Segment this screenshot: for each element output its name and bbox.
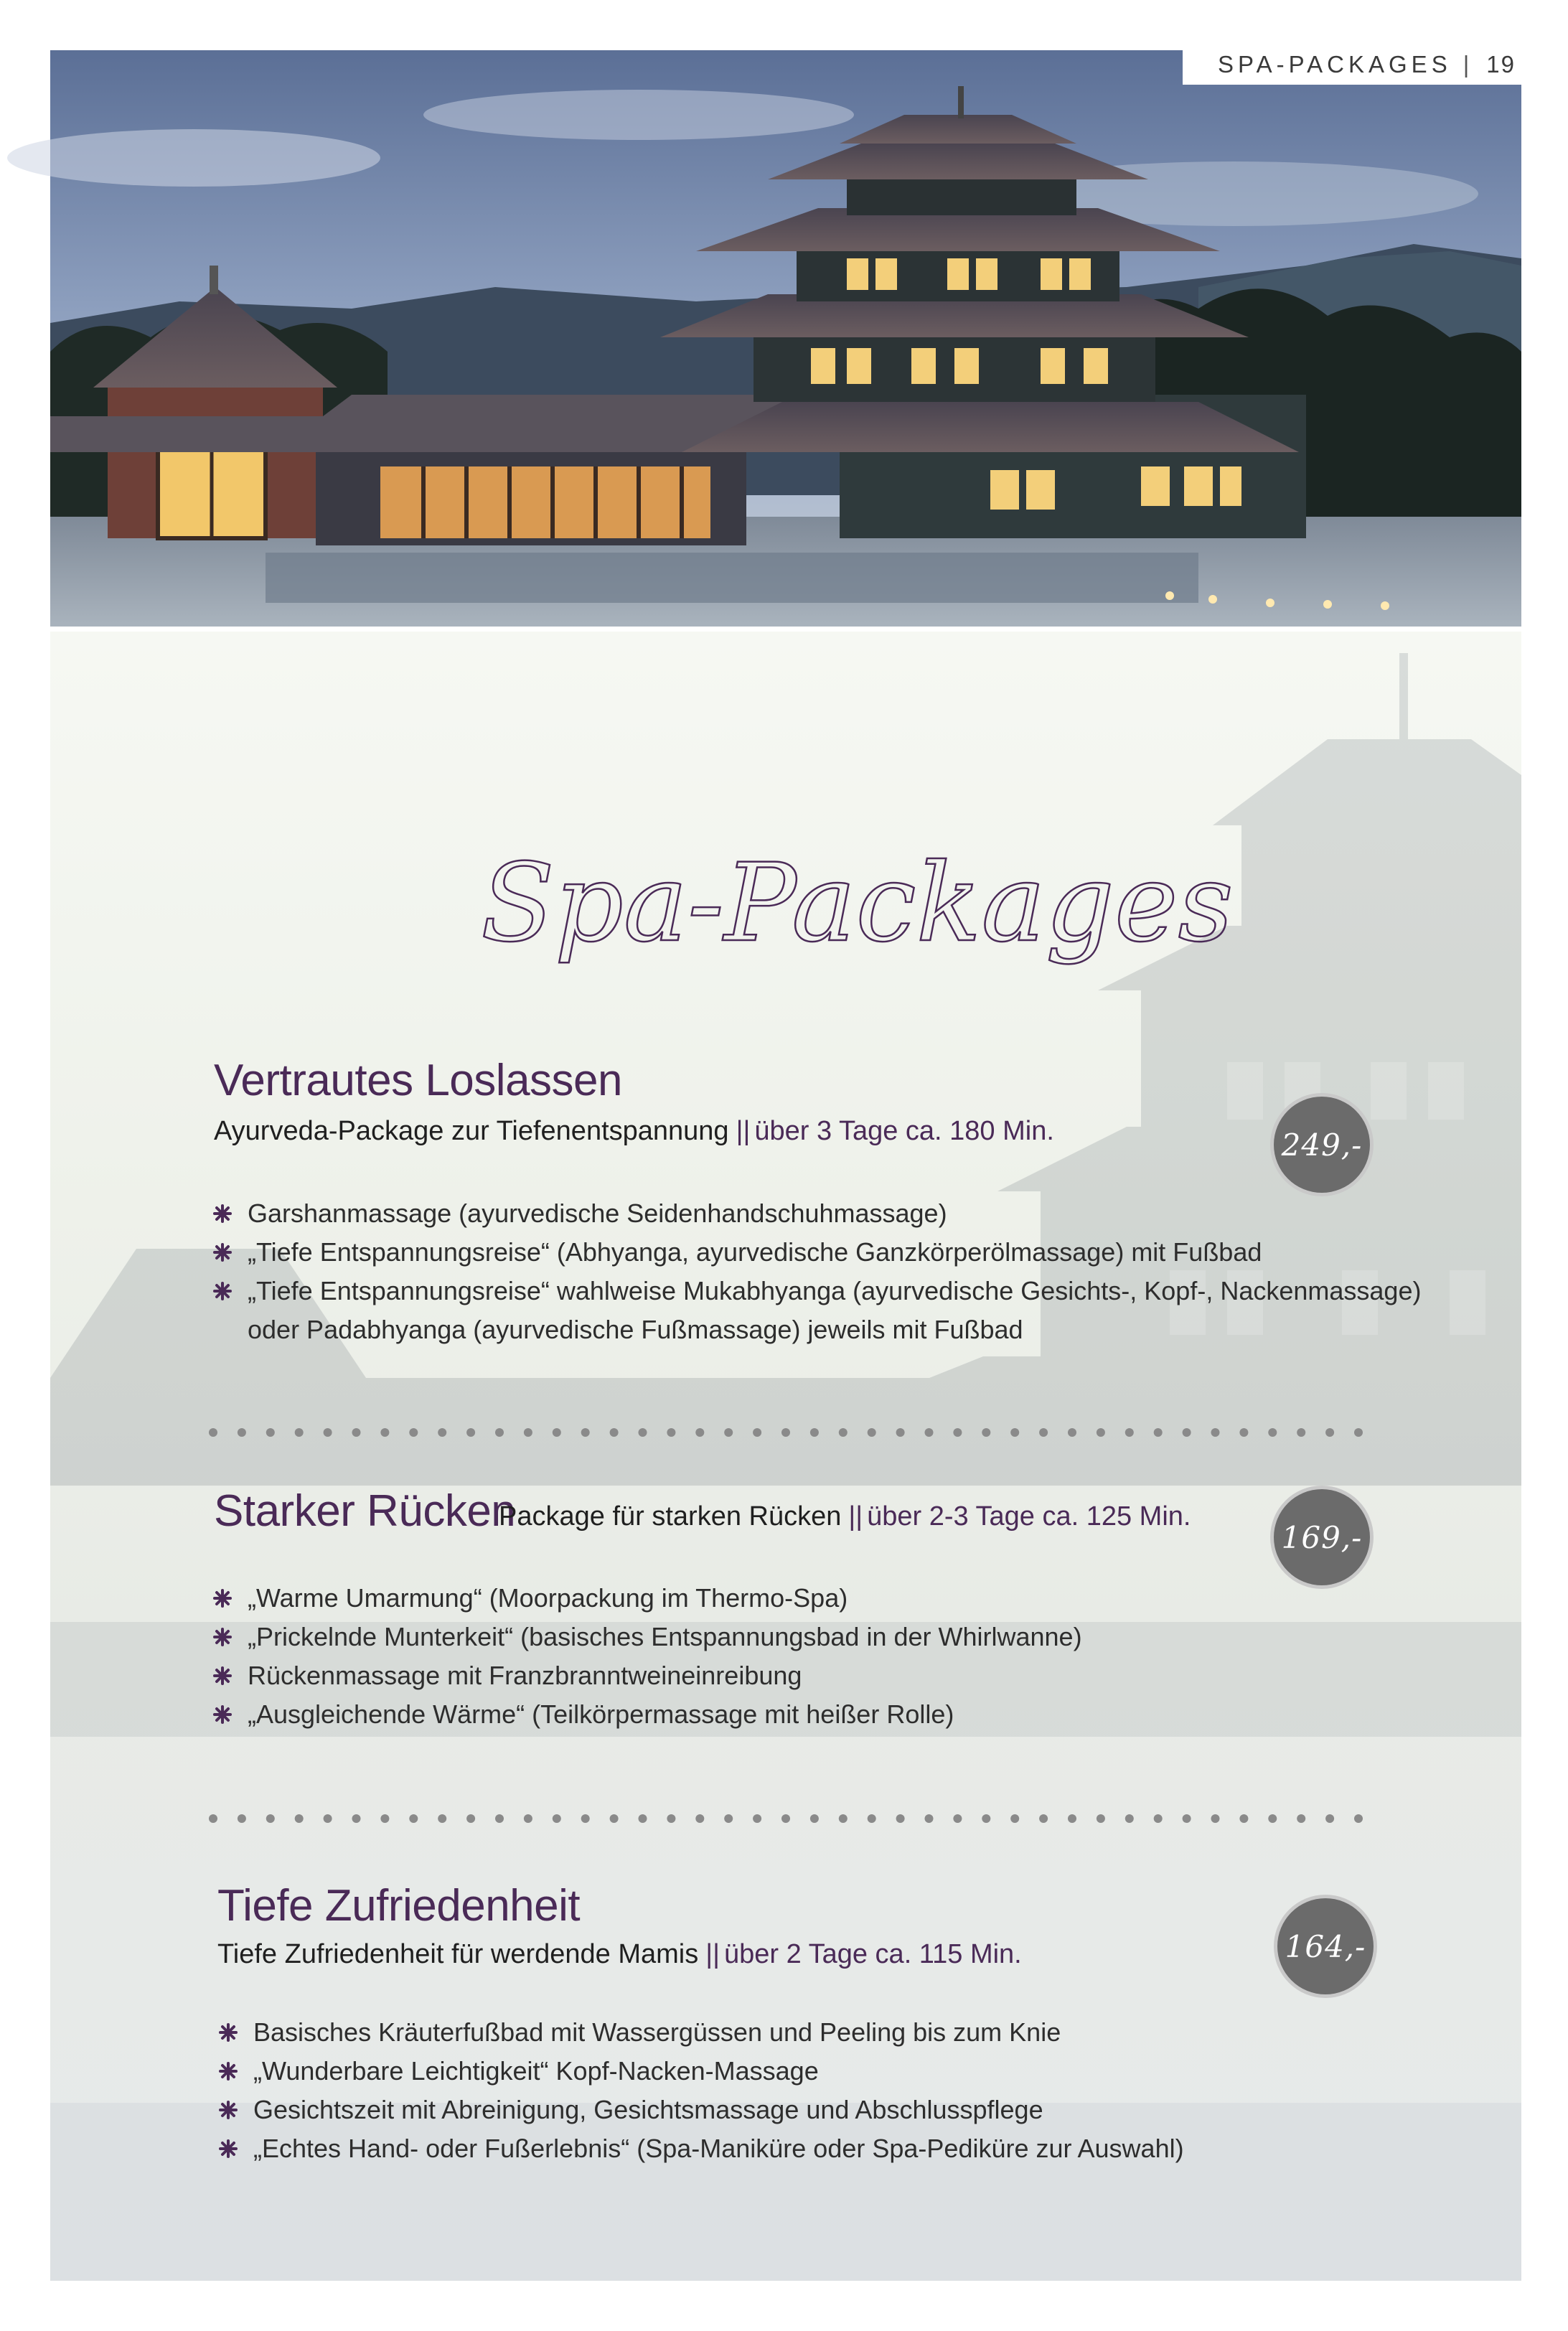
section-label: SPA-PACKAGES — [1218, 51, 1452, 78]
package-2-list — [212, 1579, 1082, 1734]
package-3-list — [217, 2013, 1184, 2168]
package-2-price-badge — [1274, 1489, 1370, 1585]
star-bullet-icon — [212, 1579, 233, 1618]
list-item: „Prickelnde Munterkeit“ (basisches Entspannungsbad in der Whirlwanne) — [212, 1618, 1082, 1656]
divider-dot — [1268, 1428, 1277, 1437]
star-bullet-icon — [212, 1656, 233, 1695]
package-1-price: 249,- — [1281, 1127, 1363, 1163]
divider-dot — [810, 1814, 819, 1823]
divider-dot — [1325, 1814, 1334, 1823]
page-number: 19 — [1486, 51, 1516, 78]
package-3-subtitle — [217, 1939, 1022, 1970]
package-2-separator: || — [848, 1501, 863, 1532]
divider-dot — [781, 1428, 790, 1437]
divider-dot — [1154, 1428, 1163, 1437]
divider-dot — [409, 1428, 418, 1437]
divider-dot — [839, 1428, 848, 1437]
script-title-text: Spa-Packages — [481, 841, 1234, 966]
divider-dot — [639, 1814, 647, 1823]
divider-dot — [925, 1428, 934, 1437]
package-2-subtitle — [499, 1501, 1191, 1532]
divider-dot — [610, 1814, 619, 1823]
divider-dot — [953, 1428, 962, 1437]
list-item: „Wunderbare Leichtigkeit“ Kopf-Nacken-Massage — [217, 2052, 1184, 2091]
list-item: Garshanmassage (ayurvedische Seidenhandschuhmassage) — [212, 1194, 1421, 1233]
divider-dot — [238, 1428, 246, 1437]
script-title — [474, 775, 1234, 1033]
divider-dot — [1268, 1814, 1277, 1823]
dotted-divider-2 — [208, 1814, 1363, 1824]
star-bullet-icon — [217, 2129, 239, 2168]
package-1-subtitle — [214, 1116, 1054, 1147]
divider-dot — [1010, 1814, 1019, 1823]
divider-dot — [753, 1428, 761, 1437]
package-1-list — [212, 1194, 1421, 1349]
divider-dot — [667, 1428, 675, 1437]
divider-dot — [639, 1428, 647, 1437]
divider-dot — [1010, 1428, 1019, 1437]
list-item-continuation: oder Padabhyanga (ayurvedische Fußmassage) jeweils mit Fußbad — [248, 1315, 1023, 1344]
star-bullet-icon — [212, 1695, 233, 1734]
package-3-separator: || — [705, 1939, 720, 1969]
divider-dot — [982, 1428, 990, 1437]
divider-dot — [1211, 1428, 1220, 1437]
divider-dot — [553, 1428, 561, 1437]
divider-dot — [1154, 1814, 1163, 1823]
divider-dot — [495, 1428, 504, 1437]
divider-dot — [352, 1428, 361, 1437]
divider-dot — [1183, 1814, 1191, 1823]
divider-dot — [839, 1814, 848, 1823]
list-item: „Tiefe Entspannungsreise“ (Abhyanga, ayurvedische Ganzkörperölmassage) mit Fußbad — [212, 1233, 1421, 1272]
divider-dot — [1239, 1814, 1248, 1823]
star-bullet-icon — [217, 2052, 239, 2091]
divider-dot — [1183, 1428, 1191, 1437]
divider-dot — [810, 1428, 819, 1437]
divider-dot — [352, 1814, 361, 1823]
package-1-duration: über 3 Tage ca. 180 Min. — [754, 1116, 1054, 1146]
list-item: „Echtes Hand- oder Fußerlebnis“ (Spa-Maniküre oder Spa-Pediküre zur Auswahl) — [217, 2129, 1184, 2168]
star-bullet-icon — [212, 1272, 233, 1310]
divider-dot — [896, 1814, 905, 1823]
divider-dot — [1039, 1428, 1048, 1437]
divider-dot — [1068, 1814, 1076, 1823]
divider-dot — [1239, 1428, 1248, 1437]
divider-dot — [380, 1428, 389, 1437]
package-3-duration: über 2 Tage ca. 115 Min. — [723, 1939, 1022, 1969]
divider-dot — [209, 1814, 217, 1823]
divider-dot — [1297, 1428, 1305, 1437]
divider-dot — [266, 1428, 275, 1437]
divider-dot — [524, 1428, 532, 1437]
divider-dot — [1039, 1814, 1048, 1823]
divider-dot — [982, 1814, 990, 1823]
divider-dot — [324, 1428, 332, 1437]
page-header — [1183, 44, 1521, 85]
star-bullet-icon — [212, 1233, 233, 1272]
divider-dot — [581, 1428, 590, 1437]
divider-dot — [1097, 1814, 1105, 1823]
divider-dot — [209, 1428, 217, 1437]
divider-dot — [524, 1814, 532, 1823]
package-3-price: 164,- — [1285, 1928, 1366, 1964]
divider-dot — [781, 1814, 790, 1823]
divider-dot — [553, 1814, 561, 1823]
package-2-title: Starker Rücken — [214, 1486, 516, 1536]
list-item: „Warme Umarmung“ (Moorpackung im Thermo-Spa) — [212, 1579, 1082, 1618]
divider-dot — [953, 1814, 962, 1823]
list-item: „Tiefe Entspannungsreise“ wahlweise Mukabhyanga (ayurvedische Gesichts-, Kopf-, Nackenmassage) oder Padabhyanga (ayurvedische Fußmassage) jeweils mit Fußbad — [212, 1272, 1421, 1349]
divider-dot — [724, 1428, 733, 1437]
divider-dot — [695, 1428, 704, 1437]
star-bullet-icon — [217, 2091, 239, 2129]
package-3-title: Tiefe Zufriedenheit — [217, 1881, 581, 1931]
divider-dot — [1068, 1428, 1076, 1437]
divider-dot — [238, 1814, 246, 1823]
divider-dot — [925, 1814, 934, 1823]
divider-dot — [324, 1814, 332, 1823]
divider-dot — [438, 1428, 446, 1437]
divider-dot — [896, 1428, 905, 1437]
list-item: Rückenmassage mit Franzbranntweineinreibung — [212, 1656, 1082, 1695]
hero-photo — [50, 50, 1521, 627]
package-1-price-badge — [1274, 1097, 1370, 1193]
divider-dot — [1125, 1428, 1134, 1437]
divider-dot — [266, 1814, 275, 1823]
divider-dot — [1211, 1814, 1220, 1823]
package-2-duration: über 2-3 Tage ca. 125 Min. — [867, 1501, 1191, 1532]
divider-dot — [667, 1814, 675, 1823]
divider-dot — [466, 1814, 475, 1823]
package-1-subtitle-text: Ayurveda-Package zur Tiefenentspannung — [214, 1116, 729, 1146]
divider-dot — [295, 1814, 304, 1823]
divider-dot — [438, 1814, 446, 1823]
divider-dot — [1097, 1428, 1105, 1437]
package-1-title: Vertrautes Loslassen — [214, 1056, 623, 1105]
star-bullet-icon — [212, 1194, 233, 1233]
list-item: Gesichtszeit mit Abreinigung, Gesichtsmassage und Abschlusspflege — [217, 2091, 1184, 2129]
header-separator: | — [1463, 51, 1474, 78]
divider-dot — [868, 1428, 876, 1437]
divider-dot — [610, 1428, 619, 1437]
list-item: Basisches Kräuterfußbad mit Wassergüssen und Peeling bis zum Knie — [217, 2013, 1184, 2052]
divider-dot — [724, 1814, 733, 1823]
package-3-subtitle-text: Tiefe Zufriedenheit für werdende Mamis — [217, 1939, 699, 1969]
divider-dot — [695, 1814, 704, 1823]
package-2-price: 169,- — [1281, 1519, 1363, 1555]
divider-dot — [1297, 1814, 1305, 1823]
package-1-separator: || — [736, 1116, 751, 1146]
divider-dot — [380, 1814, 389, 1823]
divider-dot — [1354, 1428, 1363, 1437]
divider-dot — [581, 1814, 590, 1823]
package-3-price-badge — [1277, 1898, 1374, 1994]
list-item: „Ausgleichende Wärme“ (Teilkörpermassage mit heißer Rolle) — [212, 1695, 1082, 1734]
star-bullet-icon — [212, 1618, 233, 1656]
divider-dot — [295, 1428, 304, 1437]
divider-dot — [1354, 1814, 1363, 1823]
dotted-divider-1 — [208, 1427, 1363, 1437]
divider-dot — [466, 1428, 475, 1437]
package-2-subtitle-text: Package für starken Rücken — [499, 1501, 842, 1532]
divider-dot — [868, 1814, 876, 1823]
divider-dot — [495, 1814, 504, 1823]
star-bullet-icon — [217, 2013, 239, 2052]
divider-dot — [1325, 1428, 1334, 1437]
divider-dot — [1125, 1814, 1134, 1823]
divider-dot — [753, 1814, 761, 1823]
divider-dot — [409, 1814, 418, 1823]
